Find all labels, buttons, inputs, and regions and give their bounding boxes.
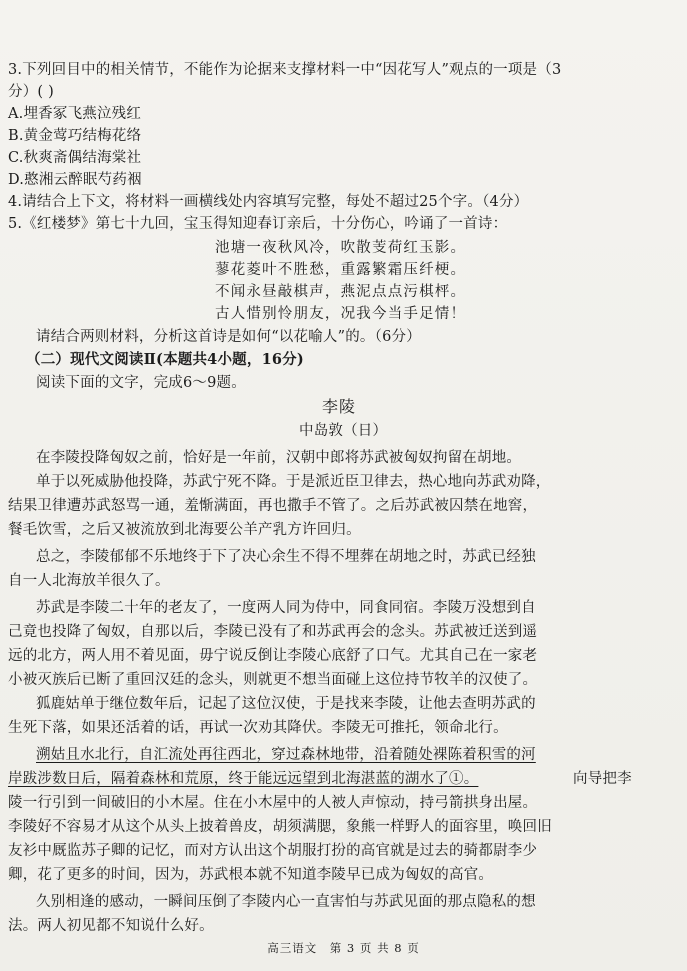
article-author: 中岛敦（日）: [299, 423, 388, 439]
article-line: 卿，花了更多的时间，因为，苏武根本就不知道李陵早已成为匈奴的高官。: [8, 867, 494, 883]
option-a: A.埋香冢飞燕泣残红: [8, 106, 142, 122]
article-line: 自一人北海放羊很久了。: [8, 573, 170, 589]
section-instruction: 阅读下面的文字，完成6～9题。: [36, 375, 246, 391]
poem-line-1: 池塘一夜秋风冷，吹散芰荷红玉影。: [215, 240, 467, 256]
article-line: 在李陵投降匈奴之前，恰好是一年前，汉朝中郎将苏武被匈奴拘留在胡地。: [36, 450, 522, 466]
question-3-line2: 分）( ): [8, 84, 54, 100]
option-d: D.憨湘云醉眠芍药裀: [8, 172, 142, 188]
article-line: 己竟也投降了匈奴，自那以后，李陵已没有了和苏武再会的念头。苏武被迁送到遥: [8, 624, 538, 640]
underlined-line-2: 岸跋涉数日后，隔着森林和荒原，终于能远远望到北海湛蓝的湖水了①。: [8, 771, 479, 787]
poem-line-4: 古人惜别怜朋友，况我今当手足情！: [215, 306, 467, 322]
option-b: B.黄金莺巧结梅花络: [8, 128, 142, 144]
article-line: 李陵好不容易才从这个从头上披着兽皮，胡须满腮，象熊一样野人的面容里，唤回旧: [8, 819, 552, 835]
article-line: 陵一行引到一间破旧的小木屋。住在小木屋中的人被人声惊动，持弓箭拱身出屋。: [8, 795, 538, 811]
section-heading: （二）现代文阅读Ⅱ(本题共4小题，16分): [26, 351, 304, 368]
poem-line-3: 不闻永昼敲棋声，燕泥点点污棋枰。: [215, 284, 467, 300]
article-line: 法。两人初见都不知说什么好。: [8, 918, 214, 934]
article-line: 总之，李陵郁郁不乐地终于下了决心余生不得不埋葬在胡地之时，苏武已经独: [36, 549, 536, 565]
article-line: 远的北方，两人用不着见面，毋宁说反倒让李陵心底舒了口气。尤其自己在一家老: [8, 648, 538, 664]
question-3-line1: 3.下列回目中的相关情节，不能作为论据来支撑材料一中“因花写人”观点的一项是（3: [8, 62, 562, 78]
question-5: 5.《红楼梦》第七十九回，宝玉得知迎春订亲后，十分伤心，吟诵了一首诗：: [8, 216, 508, 232]
poem-line-2: 蓼花菱叶不胜愁，重露繁霜压纤梗。: [215, 262, 467, 278]
question-4: 4.请结合上下文，将材料一画横线处内容填写完整，每处不超过25个字。（4分）: [8, 194, 529, 210]
article-line: 结果卫律遭苏武怒骂一通，羞惭满面，再也撒手不管了。之后苏武被囚禁在地窖，: [8, 498, 538, 514]
article-line: 友衫中厩监苏子卿的记忆，而对方认出这个胡服打扮的高官就是过去的骑都尉李少: [8, 843, 538, 859]
article-title: 李陵: [322, 397, 357, 416]
article-line: 向导把李: [573, 771, 632, 787]
article-line: 生死下落，如果还活着的话，再试一次劝其降伏。李陵无可推托，领命北行。: [8, 720, 508, 736]
article-line: 小被灭族后已断了重回汉廷的念头，则就更不想当面碰上这位持节牧羊的汉使了。: [8, 672, 538, 688]
question-5-task: 请结合两则材料，分析这首诗是如何“以花喻人”的。（6分）: [36, 329, 421, 345]
underlined-line-1: 溯姑且水北行，自汇流处再往西北，穿过森林地带，沿着随处裸陈着积雪的河: [36, 747, 536, 763]
page-footer: 高三语文 第 3 页 共 8 页: [267, 941, 420, 955]
option-c: C.秋爽斋偶结海棠社: [8, 150, 142, 166]
article-line: 苏武是李陵二十年的老友了，一度两人同为侍中，同食同宿。李陵万没想到自: [36, 600, 536, 616]
article-line: 狐鹿姑单于继位数年后，记起了这位汉使，于是找来李陵，让他去查明苏武的: [36, 696, 536, 712]
article-line: 单于以死威胁他投降，苏武宁死不降。于是派近臣卫律去，热心地向苏武劝降，: [36, 474, 551, 490]
article-line: 久别相逢的感动，一瞬间压倒了李陵内心一直害怕与苏武见面的那点隐私的想: [36, 894, 536, 910]
article-line: 餐毛饮雪，之后又被流放到北海要公羊产乳方许回归。: [8, 522, 361, 538]
